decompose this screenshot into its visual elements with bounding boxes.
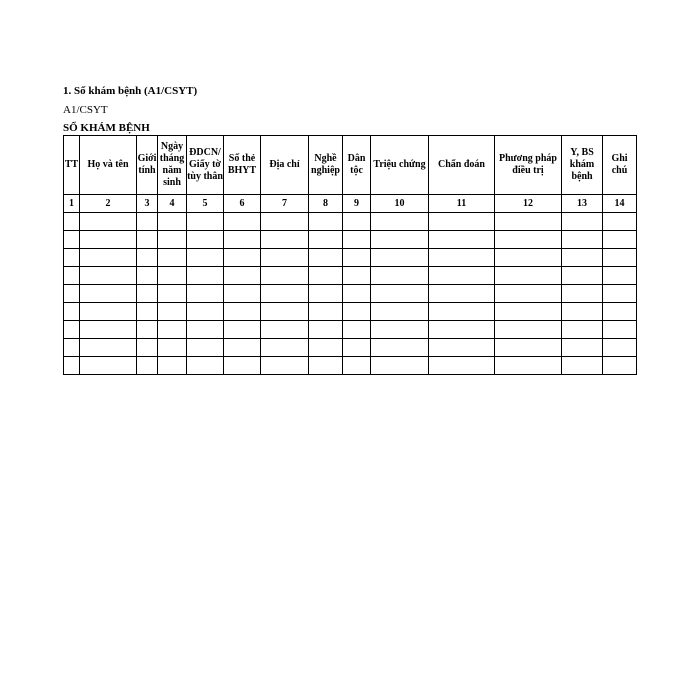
- column-number: 2: [80, 195, 137, 213]
- table-cell: [429, 249, 495, 267]
- table-cell: [309, 231, 343, 249]
- table-cell: [261, 303, 309, 321]
- table-cell: [224, 213, 261, 231]
- header-row: [64, 136, 637, 195]
- table-row: [64, 357, 637, 375]
- table-cell: [562, 213, 603, 231]
- table-cell: [562, 339, 603, 357]
- table-cell: [224, 321, 261, 339]
- table-cell: [80, 303, 137, 321]
- table-cell: [371, 357, 429, 375]
- table-cell: [371, 285, 429, 303]
- table-cell: [187, 231, 224, 249]
- column-header: TT: [64, 136, 80, 195]
- table-cell: [261, 285, 309, 303]
- column-header: Dân tộc: [343, 136, 371, 195]
- table-cell: [371, 267, 429, 285]
- table-cell: [429, 303, 495, 321]
- table-cell: [158, 321, 187, 339]
- table-cell: [224, 303, 261, 321]
- table-cell: [261, 339, 309, 357]
- table-cell: [371, 249, 429, 267]
- table-cell: [343, 339, 371, 357]
- table-cell: [562, 267, 603, 285]
- table-row: [64, 285, 637, 303]
- column-header: Ngày tháng năm sinh: [158, 136, 187, 195]
- table-cell: [371, 231, 429, 249]
- column-header: Ghi chú: [603, 136, 637, 195]
- column-header: Nghề nghiệp: [309, 136, 343, 195]
- table-cell: [309, 213, 343, 231]
- table-cell: [261, 231, 309, 249]
- table-cell: [158, 357, 187, 375]
- table-cell: [562, 321, 603, 339]
- table-cell: [158, 231, 187, 249]
- table-cell: [603, 213, 637, 231]
- table-cell: [309, 303, 343, 321]
- table-cell: [158, 285, 187, 303]
- column-header: Phương pháp điều trị: [495, 136, 562, 195]
- column-number-row: [64, 195, 637, 213]
- table-cell: [137, 267, 158, 285]
- table-cell: [343, 285, 371, 303]
- column-number: 6: [224, 195, 261, 213]
- table-cell: [64, 249, 80, 267]
- table-row: [64, 213, 637, 231]
- table-cell: [603, 339, 637, 357]
- table-cell: [224, 231, 261, 249]
- table-cell: [562, 231, 603, 249]
- column-number: 13: [562, 195, 603, 213]
- table-cell: [603, 321, 637, 339]
- table-cell: [429, 357, 495, 375]
- table-cell: [343, 267, 371, 285]
- table-cell: [429, 339, 495, 357]
- table-cell: [158, 213, 187, 231]
- table-row: [64, 249, 637, 267]
- table-row: [64, 321, 637, 339]
- table-cell: [187, 321, 224, 339]
- table-cell: [224, 285, 261, 303]
- table-cell: [137, 303, 158, 321]
- column-number: 14: [603, 195, 637, 213]
- column-number: 4: [158, 195, 187, 213]
- table-cell: [562, 357, 603, 375]
- table-cell: [137, 321, 158, 339]
- table-cell: [495, 231, 562, 249]
- table-cell: [137, 231, 158, 249]
- section-heading: 1. Sổ khám bệnh (A1/CSYT): [63, 85, 198, 97]
- table-row: [64, 231, 637, 249]
- table-cell: [562, 303, 603, 321]
- table-cell: [343, 249, 371, 267]
- table-cell: [64, 303, 80, 321]
- table-row: [64, 303, 637, 321]
- table-cell: [495, 339, 562, 357]
- exam-ledger-table: [63, 135, 637, 375]
- table-cell: [261, 213, 309, 231]
- column-header: ĐDCN/ Giấy tờ tùy thân: [187, 136, 224, 195]
- table-cell: [603, 249, 637, 267]
- table-cell: [371, 213, 429, 231]
- table-cell: [495, 321, 562, 339]
- form-code: A1/CSYT: [63, 104, 108, 116]
- table-cell: [261, 249, 309, 267]
- table-cell: [429, 285, 495, 303]
- table-cell: [137, 285, 158, 303]
- table-cell: [343, 303, 371, 321]
- table-cell: [64, 231, 80, 249]
- column-number: 9: [343, 195, 371, 213]
- table-cell: [137, 249, 158, 267]
- table-cell: [309, 357, 343, 375]
- column-number: 11: [429, 195, 495, 213]
- table-cell: [137, 213, 158, 231]
- table-cell: [429, 267, 495, 285]
- table-cell: [562, 285, 603, 303]
- table-cell: [80, 213, 137, 231]
- table-cell: [80, 285, 137, 303]
- column-header: Giới tính: [137, 136, 158, 195]
- table-cell: [80, 231, 137, 249]
- table-cell: [80, 339, 137, 357]
- table-cell: [343, 231, 371, 249]
- table-cell: [371, 339, 429, 357]
- column-number: 8: [309, 195, 343, 213]
- column-number: 1: [64, 195, 80, 213]
- table-cell: [224, 339, 261, 357]
- column-header: Triệu chứng: [371, 136, 429, 195]
- table-cell: [80, 249, 137, 267]
- table-cell: [187, 213, 224, 231]
- table-cell: [603, 285, 637, 303]
- table-cell: [261, 321, 309, 339]
- table-cell: [309, 249, 343, 267]
- table-cell: [429, 213, 495, 231]
- table-cell: [137, 357, 158, 375]
- table-cell: [495, 267, 562, 285]
- table-cell: [495, 213, 562, 231]
- table-cell: [187, 357, 224, 375]
- table-cell: [187, 249, 224, 267]
- table-cell: [309, 285, 343, 303]
- table-cell: [371, 303, 429, 321]
- column-number: 7: [261, 195, 309, 213]
- table-cell: [603, 267, 637, 285]
- table-cell: [261, 267, 309, 285]
- table-cell: [495, 303, 562, 321]
- book-title: SỔ KHÁM BỆNH: [63, 122, 150, 134]
- table-cell: [429, 231, 495, 249]
- table-cell: [187, 303, 224, 321]
- table-cell: [187, 285, 224, 303]
- table-cell: [137, 339, 158, 357]
- column-number: 12: [495, 195, 562, 213]
- table-cell: [343, 213, 371, 231]
- table-cell: [158, 249, 187, 267]
- column-header: Địa chỉ: [261, 136, 309, 195]
- column-header: Họ và tên: [80, 136, 137, 195]
- table-cell: [309, 321, 343, 339]
- column-number: 5: [187, 195, 224, 213]
- table-cell: [603, 231, 637, 249]
- table-cell: [64, 321, 80, 339]
- table-cell: [603, 303, 637, 321]
- table-cell: [429, 321, 495, 339]
- table-cell: [80, 357, 137, 375]
- table-cell: [158, 303, 187, 321]
- table-cell: [187, 267, 224, 285]
- table-cell: [309, 267, 343, 285]
- table-cell: [562, 249, 603, 267]
- table-cell: [495, 249, 562, 267]
- table-cell: [64, 285, 80, 303]
- table-cell: [158, 339, 187, 357]
- table-cell: [80, 321, 137, 339]
- table-cell: [495, 357, 562, 375]
- table-cell: [224, 357, 261, 375]
- table-row: [64, 339, 637, 357]
- table-cell: [64, 267, 80, 285]
- table-cell: [80, 267, 137, 285]
- table-cell: [343, 321, 371, 339]
- table-cell: [187, 339, 224, 357]
- table-cell: [603, 357, 637, 375]
- table-cell: [64, 339, 80, 357]
- column-number: 10: [371, 195, 429, 213]
- table-row: [64, 267, 637, 285]
- table-cell: [158, 267, 187, 285]
- table-cell: [64, 357, 80, 375]
- table-cell: [309, 339, 343, 357]
- table-cell: [261, 357, 309, 375]
- column-number: 3: [137, 195, 158, 213]
- column-header: Y, BS khám bệnh: [562, 136, 603, 195]
- table-cell: [224, 249, 261, 267]
- table-cell: [343, 357, 371, 375]
- table-cell: [371, 321, 429, 339]
- column-header: Số thẻ BHYT: [224, 136, 261, 195]
- table-cell: [224, 267, 261, 285]
- column-header: Chẩn đoán: [429, 136, 495, 195]
- table-cell: [495, 285, 562, 303]
- table-cell: [64, 213, 80, 231]
